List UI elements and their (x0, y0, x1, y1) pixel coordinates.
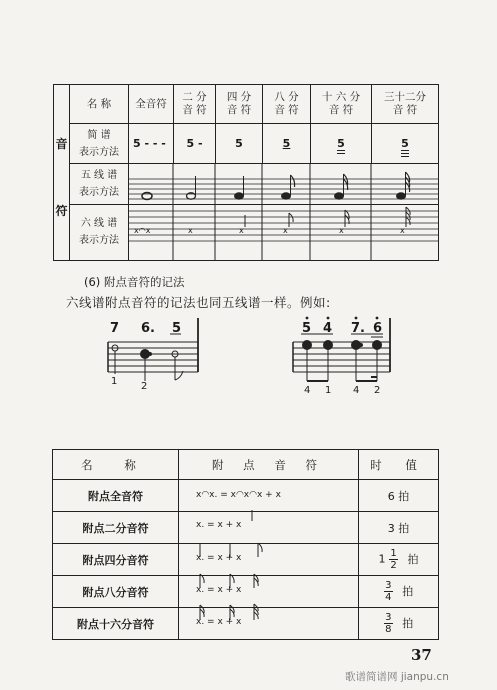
example1-num-2: 6. (141, 321, 155, 336)
svg-text:x. = x + x: x. = x + x (196, 585, 242, 595)
example1-num-3: 5 (172, 321, 182, 336)
value-unit: 拍 (402, 616, 414, 630)
svg-text:x◠x: x◠x (134, 226, 151, 235)
jianpu-whole: 5 - - - (129, 124, 174, 164)
example1-num-1: 7 (110, 321, 120, 336)
header-quarter-line2: 音 符 (226, 104, 252, 117)
row-name: 附点全音符 (53, 480, 179, 512)
row-notation (179, 608, 359, 640)
fraction-denominator: 8 (385, 624, 392, 635)
value-unit: 拍 (402, 584, 414, 598)
fraction-numerator: 3 (385, 612, 392, 623)
section-title: (6) 附点音符的记法 (84, 275, 185, 289)
svg-text:x. = x + x: x. = x + x (196, 520, 242, 530)
example2-finger-3: 4 (353, 385, 360, 396)
header-sixteenth-line2: 音 符 (328, 104, 354, 117)
row-value: 3 拍 (359, 512, 439, 544)
value-fraction (384, 580, 393, 603)
dotted-notes-table (52, 449, 438, 639)
svg-text:x◠x. = x◠x◠x + x: x◠x. = x◠x◠x + x (196, 490, 281, 500)
row-value: 6 拍 (359, 480, 439, 512)
sixteenth-note (335, 193, 344, 199)
example2-finger-4: 2 (374, 385, 381, 396)
fraction-numerator: 1 (390, 548, 397, 559)
row-notation (179, 480, 359, 512)
svg-text:x: x (400, 226, 405, 235)
header-value-col: 时 值 (359, 450, 439, 480)
svg-text:x. = x + x: x. = x + x (196, 553, 242, 563)
svg-text:x: x (188, 226, 193, 235)
row-label-tab-line2: 表示方法 (79, 235, 119, 247)
value-fraction (384, 612, 393, 635)
header-dotted-col: 附 点 音 符 (179, 450, 359, 480)
row-label-jianpu-line1: 简 谱 (87, 129, 111, 141)
section-paragraph: 六线谱附点音符的记法也同五线谱一样。例如: (66, 295, 331, 310)
jianpu-half: 5 - (174, 124, 216, 164)
thirtysecond-note (397, 193, 406, 199)
header-thirtysecond-line1: 三十二分 (384, 91, 426, 104)
row-label-staff-line2: 表示方法 (79, 187, 119, 199)
watermark: 歌谱简谱网 jianpu.cn (345, 671, 449, 683)
jianpu-thirtysecond-value: 5 (401, 136, 409, 150)
example2-octave-dots (306, 317, 379, 320)
side-label-bottom: 符 (55, 203, 68, 218)
header-sixteenth-line1: 十 六 分 (321, 91, 361, 104)
header-half-line2: 音 符 (182, 104, 207, 117)
jianpu-sixteenth-value: 5 (337, 136, 345, 150)
value-fraction (389, 548, 398, 571)
jianpu-eighth-value: 5 (282, 137, 291, 151)
row-name: 附点八分音符 (53, 576, 179, 608)
side-label-top: 音 (55, 136, 68, 151)
jianpu-quarter: 5 (216, 124, 263, 164)
header-name-col: 名 称 (53, 450, 179, 480)
row-notation (179, 512, 359, 544)
row-label-staff-line1: 五 线 谱 (80, 170, 118, 182)
page-number: 37 (411, 646, 432, 664)
example1-finger-1: 1 (111, 376, 118, 387)
example2-num-3: 7. (351, 321, 365, 336)
example2-finger-2: 1 (325, 385, 332, 396)
svg-text:x. = x + x: x. = x + x (196, 617, 242, 627)
row-value (359, 576, 439, 608)
value-unit: 拍 (407, 552, 419, 566)
svg-text:x: x (283, 226, 288, 235)
example2-finger-1: 4 (304, 385, 311, 396)
header-name: 名 称 (70, 85, 129, 124)
row-notation (179, 544, 359, 576)
row-notation (179, 576, 359, 608)
row-label-jianpu-line2: 表示方法 (79, 146, 119, 158)
row-value (359, 608, 439, 640)
header-eighth-line1: 八 分 (274, 91, 299, 104)
quarter-note (235, 193, 244, 199)
row-name: 附点二分音符 (53, 512, 179, 544)
example1-finger-2: 2 (141, 381, 148, 392)
row-name: 附点四分音符 (53, 544, 179, 576)
whole-note (142, 193, 152, 200)
svg-text:x: x (239, 226, 244, 235)
example2-num-1: 5 (302, 321, 312, 336)
row-name: 附点十六分音符 (53, 608, 179, 640)
fraction-numerator: 3 (385, 580, 392, 591)
example2-num-2: 4 (323, 321, 333, 336)
header-half-line1: 二 分 (182, 91, 207, 104)
header-whole: 全音符 (129, 85, 174, 124)
row-value (359, 544, 439, 576)
fraction-denominator: 4 (385, 592, 392, 603)
svg-text:x: x (339, 226, 344, 235)
eighth-note (282, 193, 291, 199)
header-quarter-line1: 四 分 (226, 91, 252, 104)
value-whole: 1 (378, 552, 386, 566)
fraction-denominator: 2 (390, 560, 397, 571)
header-thirtysecond-line2: 音 符 (392, 104, 418, 117)
example2-num-4: 6 (373, 321, 383, 336)
header-eighth-line2: 音 符 (274, 104, 299, 117)
staff-notes (142, 172, 410, 200)
row-label-tab-line1: 六 线 谱 (80, 218, 118, 230)
